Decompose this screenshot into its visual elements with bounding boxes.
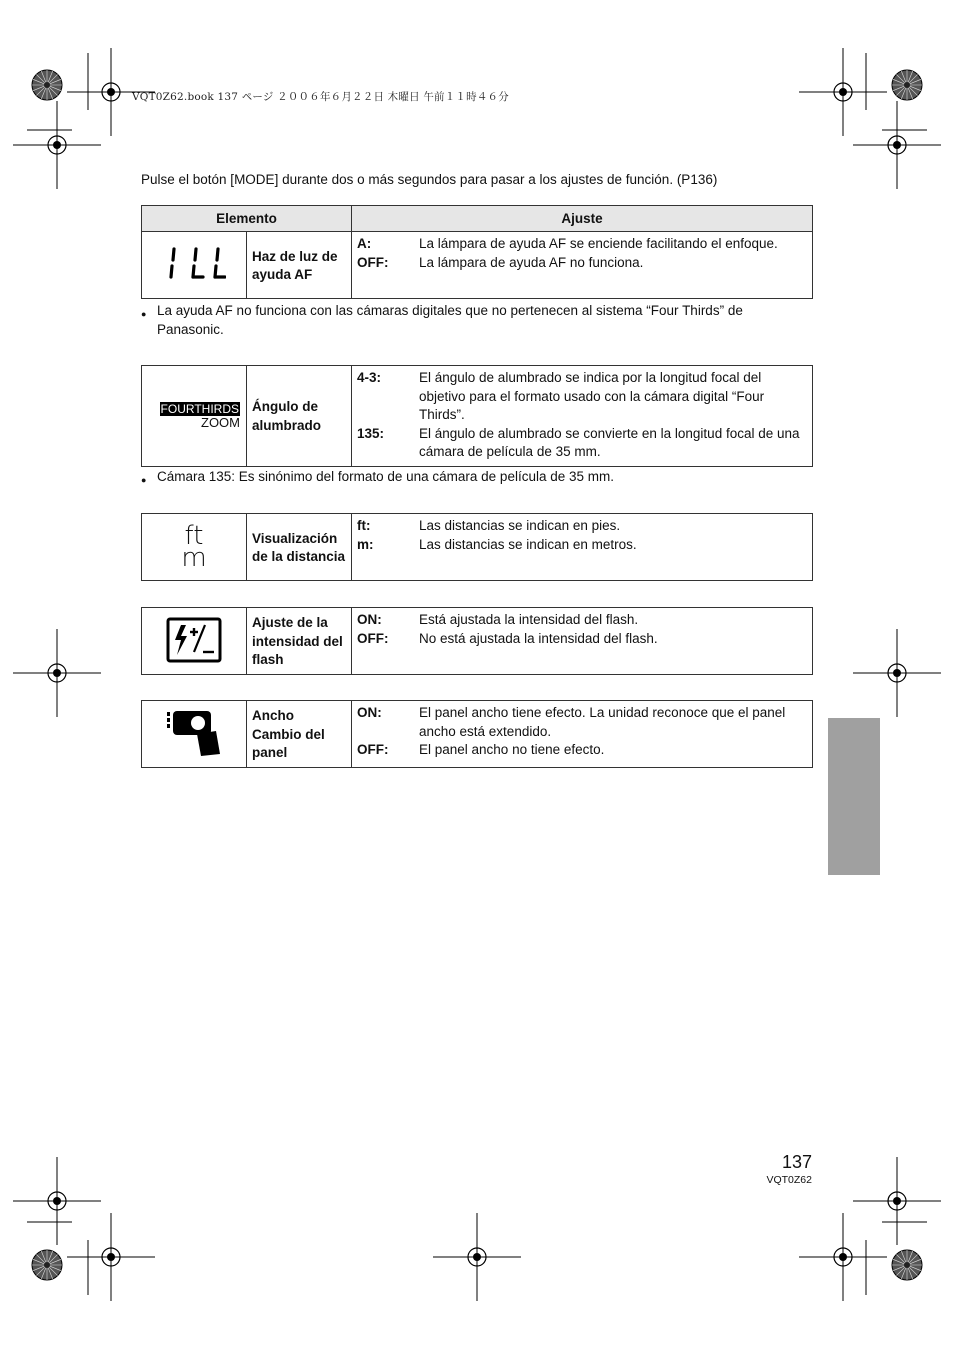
item-name-angle: Ángulo de alumbrado <box>247 366 352 467</box>
note-angle: ● Cámara 135: Es sinónimo del formato de una cámara de película de 35 mm. <box>141 468 813 490</box>
settings-table-angle <box>141 365 813 467</box>
column-header-ajuste: Ajuste <box>352 206 813 232</box>
option-row: OFF: No está ajustada la intensidad del flash. <box>357 630 658 646</box>
settings-table-distance <box>141 513 813 581</box>
wide-panel-icon <box>142 701 247 768</box>
bullet-icon: ● <box>141 309 147 319</box>
item-name-af-assist: Haz de luz de ayuda AF <box>247 232 352 299</box>
item-name-distance: Visualización de la distancia <box>247 514 352 581</box>
column-header-elemento: Elemento <box>142 206 352 232</box>
fourthirds-zoom-icon: FOURTHIRDS ZOOM <box>142 366 247 467</box>
af-assist-lamp-icon <box>142 232 247 299</box>
intro-text: Pulse el botón [MODE] durante dos o más segundos para pasar a los ajustes de función. (P136) <box>141 172 718 187</box>
print-header: VQT0Z62.book 137 ページ ２００６年６月２２日 木曜日 午前１１時４６分 <box>132 91 509 103</box>
settings-table-flash <box>141 607 813 675</box>
settings-wide-panel <box>352 701 813 768</box>
option-row: ft: Las distancias se indican en pies. <box>357 518 621 533</box>
bullet-icon: ● <box>141 475 147 485</box>
settings-flash <box>352 608 813 675</box>
option-row: OFF: El panel ancho no tiene efecto. <box>357 742 605 757</box>
settings-table-wide-panel <box>141 700 813 768</box>
flash-intensity-icon <box>142 608 247 675</box>
page-number: 137 <box>781 1152 812 1172</box>
settings-table-af-assist <box>141 205 813 299</box>
note-af-assist: ● La ayuda AF no funciona con las cámaras digitales que no pertenecen al sistema “Four Thirds” de Panasonic. <box>141 302 813 339</box>
option-row: ON: El panel ancho tiene efecto. La unidad reconoce que el panel ancho está extendido. <box>357 705 786 739</box>
distance-unit-icon: ft m <box>142 514 247 581</box>
option-row: m: Las distancias se indican en metros. <box>357 536 637 552</box>
option-row: ON: Está ajustada la intensidad del flash. <box>357 612 639 627</box>
option-row: OFF: La lámpara de ayuda AF no funciona. <box>357 254 644 270</box>
settings-angle <box>352 366 813 467</box>
option-row: A: La lámpara de ayuda AF se enciende facilitando el enfoque. <box>357 236 778 251</box>
option-row: 135: El ángulo de alumbrado se convierte en la longitud focal de una cámara de película de 35 mm. <box>357 425 800 459</box>
section-side-tab <box>828 718 880 875</box>
settings-distance <box>352 514 813 581</box>
item-name-flash: Ajuste de la intensidad del flash <box>247 608 352 675</box>
option-row: 4-3: El ángulo de alumbrado se indica por la longitud focal del objetivo para el formato usado con la cámara digital “Four Thirds”. <box>357 370 765 422</box>
item-name-wide-panel: Ancho Cambio del panel <box>247 701 352 768</box>
settings-af-assist <box>352 232 813 299</box>
document-code: VQT0Z62 <box>766 1174 812 1186</box>
